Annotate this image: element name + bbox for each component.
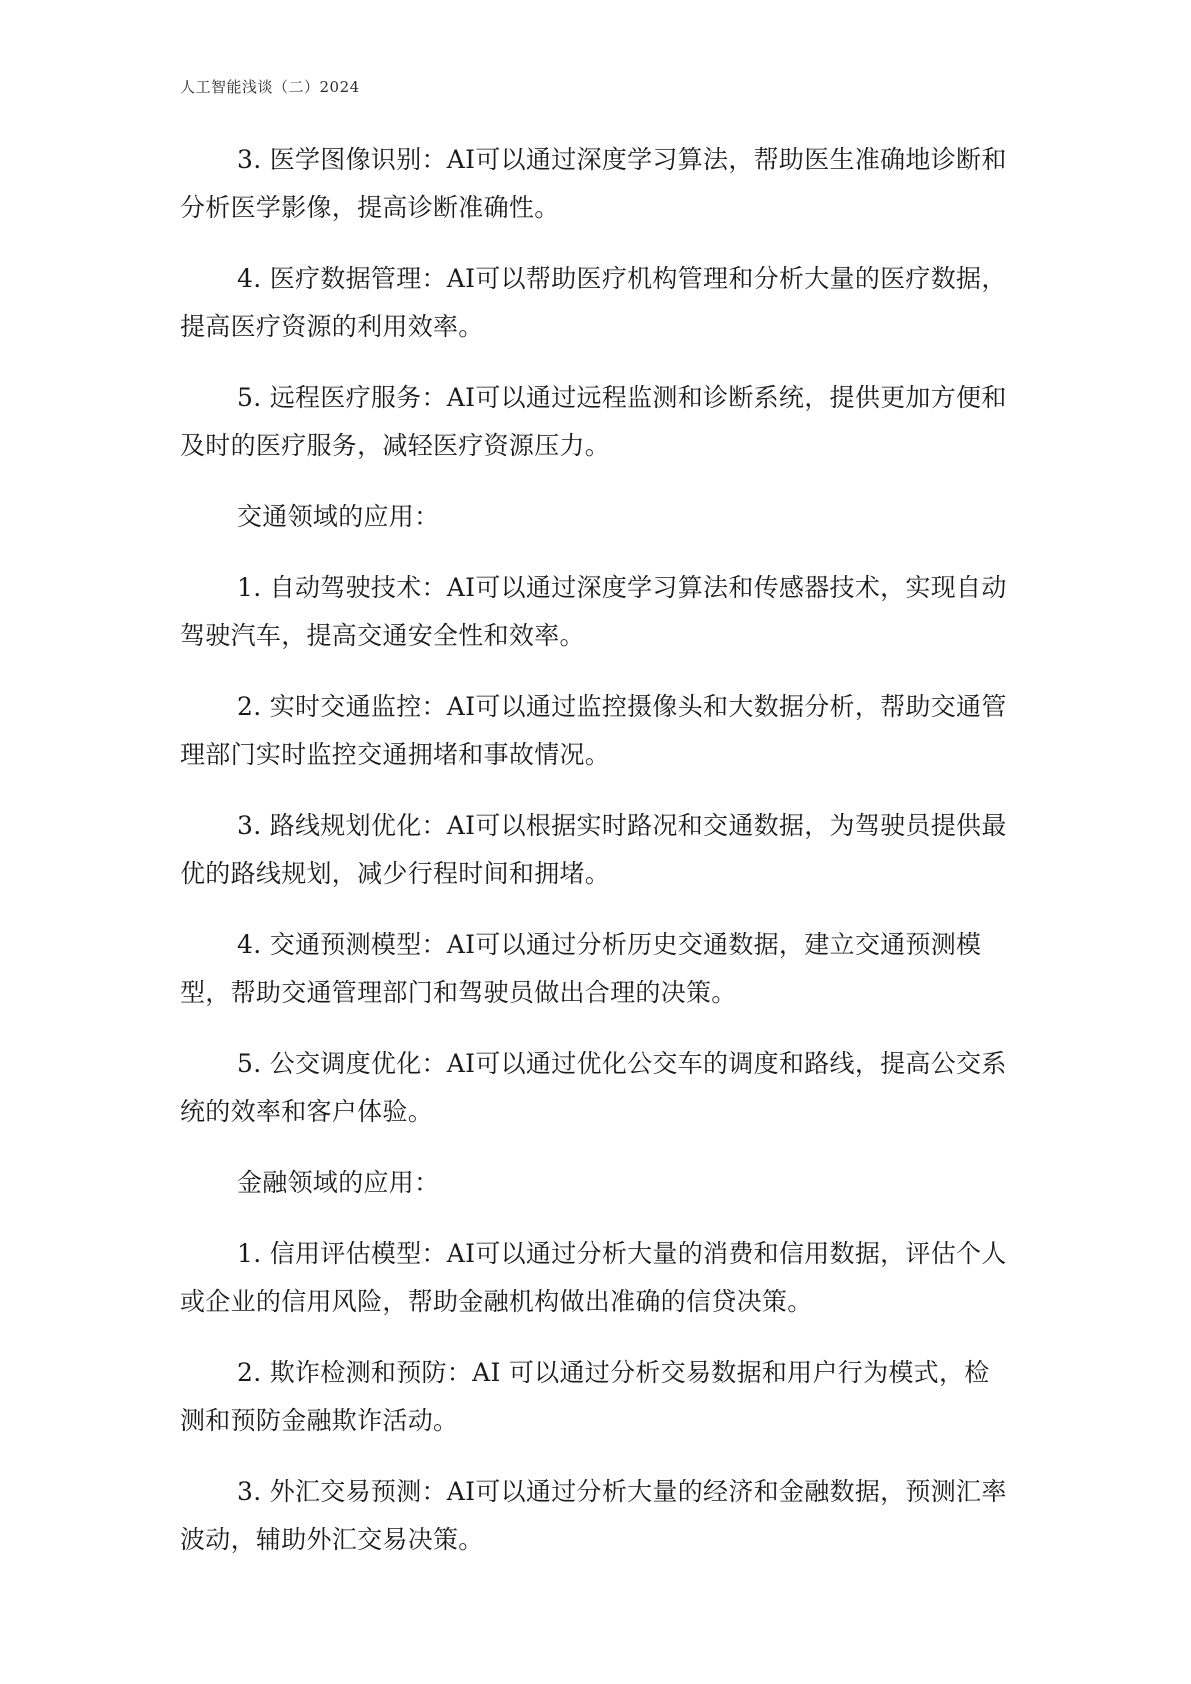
paragraph-finance-2: 2. 欺诈检测和预防：AI 可以通过分析交易数据和用户行为模式，检测和预防金融欺诈活动。 [180,1358,990,1435]
section-heading-finance: 金融领域的应用： [237,1168,440,1197]
page-header: 人工智能浅谈（二）2024 [180,78,360,96]
paragraph-transport-1: 1. 自动驾驶技术：AI可以通过深度学习算法和传感器技术，实现自动驾驶汽车，提高交通安全性和效率。 [180,573,1007,650]
section-heading-transport: 交通领域的应用： [237,502,440,531]
paragraph-transport-2: 2. 实时交通监控：AI可以通过监控摄像头和大数据分析，帮助交通管理部门实时监控交通拥堵和事故情况。 [180,692,1007,769]
paragraph-finance-1: 1. 信用评估模型：AI可以通过分析大量的消费和信用数据，评估个人或企业的信用风险，帮助金融机构做出准确的信贷决策。 [180,1239,1007,1316]
document-body [180,136,1010,1587]
paragraph-medical-4: 4. 医疗数据管理：AI可以帮助医疗机构管理和分析大量的医疗数据，提高医疗资源的利用效率。 [180,264,1007,341]
paragraph-medical-5: 5. 远程医疗服务：AI可以通过远程监测和诊断系统，提供更加方便和及时的医疗服务，减轻医疗资源压力。 [180,383,1007,460]
paragraph-medical-3: 3. 医学图像识别：AI可以通过深度学习算法，帮助医生准确地诊断和分析医学影像，提高诊断准确性。 [180,145,1007,222]
paragraph-transport-5: 5. 公交调度优化：AI可以通过优化公交车的调度和路线，提高公交系统的效率和客户体验。 [180,1049,1007,1126]
paragraph-transport-3: 3. 路线规划优化：AI可以根据实时路况和交通数据，为驾驶员提供最优的路线规划，减少行程时间和拥堵。 [180,811,1007,888]
paragraph-transport-4: 4. 交通预测模型：AI可以通过分析历史交通数据，建立交通预测模型，帮助交通管理部门和驾驶员做出合理的决策。 [180,930,982,1007]
paragraph-finance-3: 3. 外汇交易预测：AI可以通过分析大量的经济和金融数据，预测汇率波动，辅助外汇交易决策。 [180,1477,1007,1554]
